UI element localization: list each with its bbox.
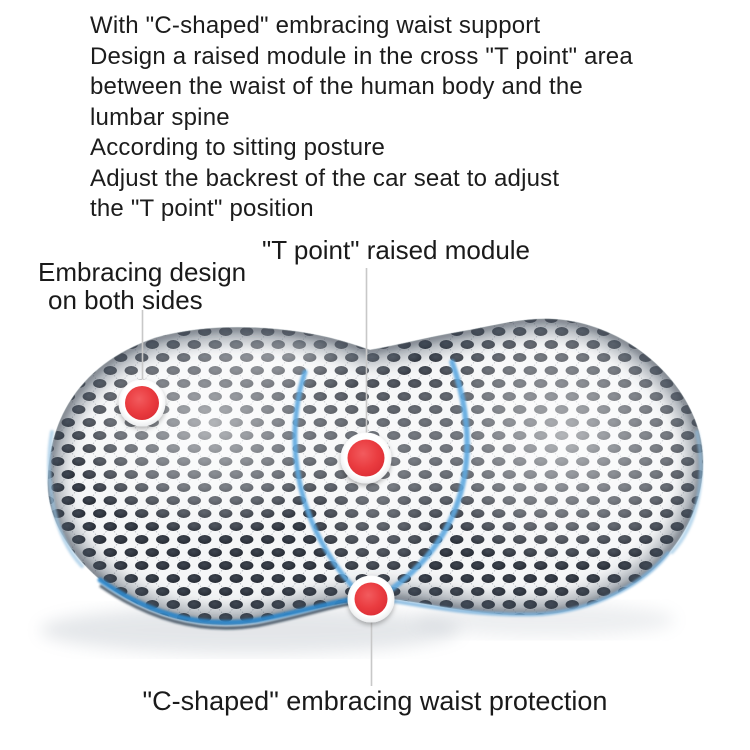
intro-line-1: With "C-shaped" embracing waist support bbox=[90, 12, 541, 39]
c-shaped-marker-dot bbox=[348, 576, 395, 623]
embracing-callout-label-line2: on both sides bbox=[48, 285, 203, 315]
intro-line-7: the "T point" position bbox=[90, 195, 314, 222]
intro-line-3: between the waist of the human body and the bbox=[90, 73, 583, 100]
c-shaped-callout-label: "C-shaped" embracing waist protection bbox=[142, 686, 608, 716]
t-point-marker-dot bbox=[341, 433, 392, 484]
side-marker-dot bbox=[119, 380, 166, 427]
intro-line-4: lumbar spine bbox=[90, 103, 230, 131]
t-point-callout-label: "T point" raised module bbox=[262, 235, 531, 265]
embracing-callout-label-line1: Embracing design bbox=[38, 257, 247, 287]
intro-line-6: Adjust the backrest of the car seat to adjust bbox=[90, 164, 560, 192]
intro-line-2: Design a raised module in the cross "T point" area bbox=[90, 42, 633, 70]
intro-text bbox=[90, 11, 633, 225]
intro-line-5: According to sitting posture bbox=[90, 134, 386, 161]
